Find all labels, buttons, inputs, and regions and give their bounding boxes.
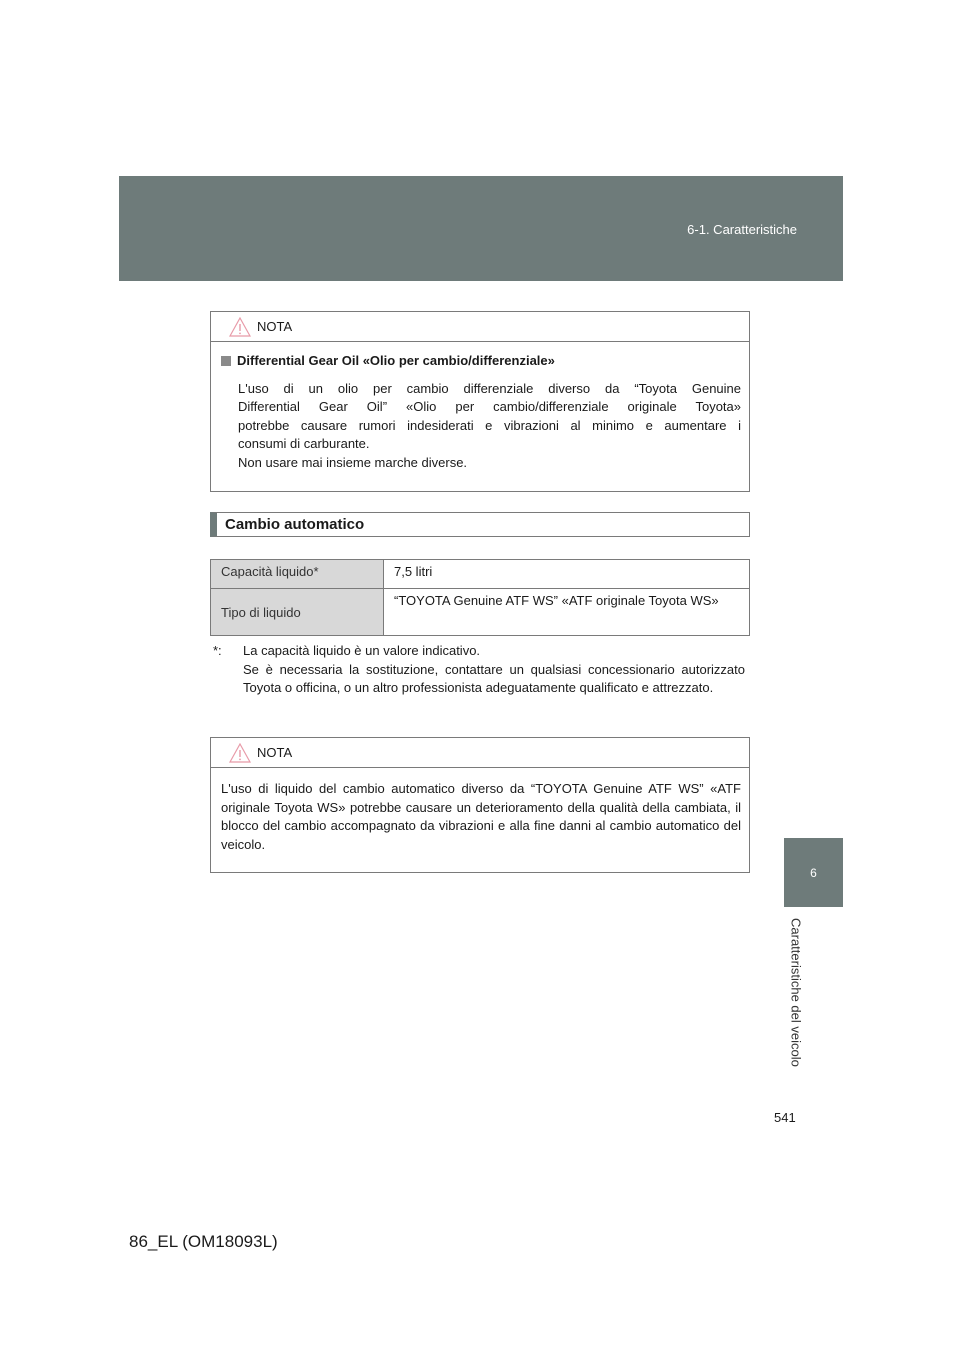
note-line: potrebbe causare rumori indesiderati e vibrazioni al minimo e aumentare i (238, 417, 741, 433)
chapter-tab[interactable] (784, 838, 843, 907)
footnote (213, 642, 745, 698)
footnote-marker: *: (213, 643, 222, 658)
note-box-atf (210, 737, 750, 873)
note-header (211, 738, 749, 768)
table-cell-label: Tipo di liquido (211, 589, 384, 636)
note-subheading (221, 352, 741, 371)
document-code: 86_EL (OM18093L) (129, 1232, 278, 1251)
table-cell-label: Capacità liquido* (211, 560, 384, 589)
section-title (210, 512, 750, 537)
chapter-label-text: Caratteristiche del veicolo (788, 918, 804, 1067)
note-box-differential-oil (210, 311, 750, 492)
table-row (211, 560, 750, 589)
note-subheading-text: Differential Gear Oil «Olio per cambio/differenziale» (237, 353, 555, 368)
note-line: Differential Gear Oil” «Olio per cambio/differenziale originale Toyota» (238, 399, 741, 414)
chapter-side-label (772, 918, 820, 1090)
note-body: L'uso di liquido del cambio automatico diverso da “TOYOTA Genuine ATF WS” «ATF originale Toyota WS» potrebbe causare un deterioramento della qualità della cambiata, il blocco del cambio accompagnato da vibrazioni e alla fine danni al cambio automatico del veicolo. (221, 781, 741, 852)
note-header (211, 312, 749, 342)
section-label: 6-1. Caratteristiche (687, 222, 797, 237)
note-body (211, 342, 749, 484)
square-bullet-icon (221, 356, 231, 366)
table-row (211, 589, 750, 636)
note-line: L'uso di un olio per cambio differenziale diverso da “Toyota Genuine (238, 380, 741, 396)
chapter-number: 6 (810, 865, 817, 880)
footnote-first-line (213, 642, 745, 661)
page-number: 541 (774, 1110, 796, 1125)
header-bar (119, 176, 843, 281)
footnote-line1: La capacità liquido è un valore indicativo. (243, 643, 481, 658)
warning-triangle-icon (229, 317, 251, 337)
note-paragraph (221, 380, 741, 454)
warning-triangle-icon (229, 743, 251, 763)
note-paragraph-2: Non usare mai insieme marche diverse. (238, 454, 468, 470)
note-title: NOTA (257, 745, 293, 760)
table-cell-value: 7,5 litri (384, 560, 750, 589)
note-line: consumi di carburante. (238, 436, 370, 451)
table-cell-value: “TOYOTA Genuine ATF WS” «ATF originale Toyota WS» (384, 589, 750, 636)
section-title-text: Cambio automatico (225, 516, 365, 533)
footnote-rest: Se è necessaria la sostituzione, contattare un qualsiasi concessionario autorizzato Toyota o officina, o un altro professionista adeguatamente qualificato e attrezzato. (243, 661, 745, 695)
note-title: NOTA (257, 319, 293, 334)
spec-table (210, 559, 750, 636)
